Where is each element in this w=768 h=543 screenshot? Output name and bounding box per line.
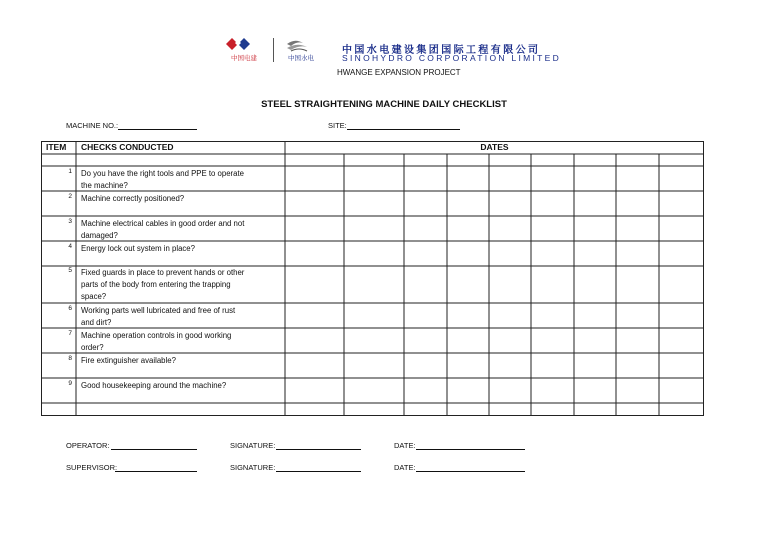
supervisor-signature-label: SIGNATURE: [230, 463, 276, 472]
logo-divider [273, 38, 274, 62]
operator-field[interactable] [111, 449, 197, 450]
sinohydro-logo [281, 38, 321, 64]
operator-signature-label: SIGNATURE: [230, 441, 276, 450]
check-text: Fixed guards in place to prevent hands or other parts of the body from entering the trapping space? [81, 268, 245, 301]
item-number: 3 [68, 218, 72, 225]
supervisor-signature-field[interactable] [276, 471, 361, 472]
item-number: 6 [68, 305, 72, 312]
check-text: Working parts well lubricated and free of rust and dirt? [81, 306, 236, 327]
logo2-caption: 中国水电 [288, 54, 314, 62]
supervisor-date-label: DATE: [394, 463, 416, 472]
check-text: Machine operation controls in good working order? [81, 331, 232, 352]
operator-date-label: DATE: [394, 441, 416, 450]
item-number: 9 [68, 380, 72, 387]
powerchina-logo [222, 38, 266, 64]
item-number: 1 [68, 168, 72, 175]
item-number: 2 [68, 193, 72, 200]
project-name: HWANGE EXPANSION PROJECT [337, 68, 461, 77]
check-text: Machine correctly positioned? [81, 194, 185, 203]
item-number: 7 [68, 330, 72, 337]
col-checks-header: CHECKS CONDUCTED [81, 142, 174, 152]
check-text: Do you have the right tools and PPE to operate the machine? [81, 169, 244, 190]
supervisor-date-field[interactable] [416, 471, 525, 472]
company-name-chinese: 中国水电建设集团国际工程有限公司 [342, 45, 541, 56]
operator-label: OPERATOR: [66, 441, 110, 450]
checklist-table [41, 141, 704, 416]
check-text: Fire extinguisher available? [81, 356, 176, 365]
company-name-english: SINOHYDRO CORPORATION LIMITED [342, 53, 562, 63]
machine-no-label: MACHINE NO.: [66, 121, 119, 130]
site-label: SITE: [328, 121, 347, 130]
operator-signature-field[interactable] [276, 449, 361, 450]
check-text: Energy lock out system in place? [81, 244, 195, 253]
operator-date-field[interactable] [416, 449, 525, 450]
check-text: Good housekeeping around the machine? [81, 381, 227, 390]
site-field[interactable] [347, 129, 460, 130]
supervisor-field[interactable] [115, 471, 197, 472]
check-text: Machine electrical cables in good order and not damaged? [81, 219, 245, 240]
page-title: STEEL STRAIGHTENING MACHINE DAILY CHECKLIST [261, 99, 507, 110]
col-dates-header: DATES [480, 142, 509, 152]
item-number: 8 [68, 355, 72, 362]
item-number: 5 [68, 267, 72, 274]
supervisor-label: SUPERVISOR: [66, 463, 118, 472]
logo1-caption: 中国电建 [231, 54, 257, 62]
machine-no-field[interactable] [118, 129, 197, 130]
item-number: 4 [68, 243, 72, 250]
col-item-header: ITEM [46, 142, 67, 152]
